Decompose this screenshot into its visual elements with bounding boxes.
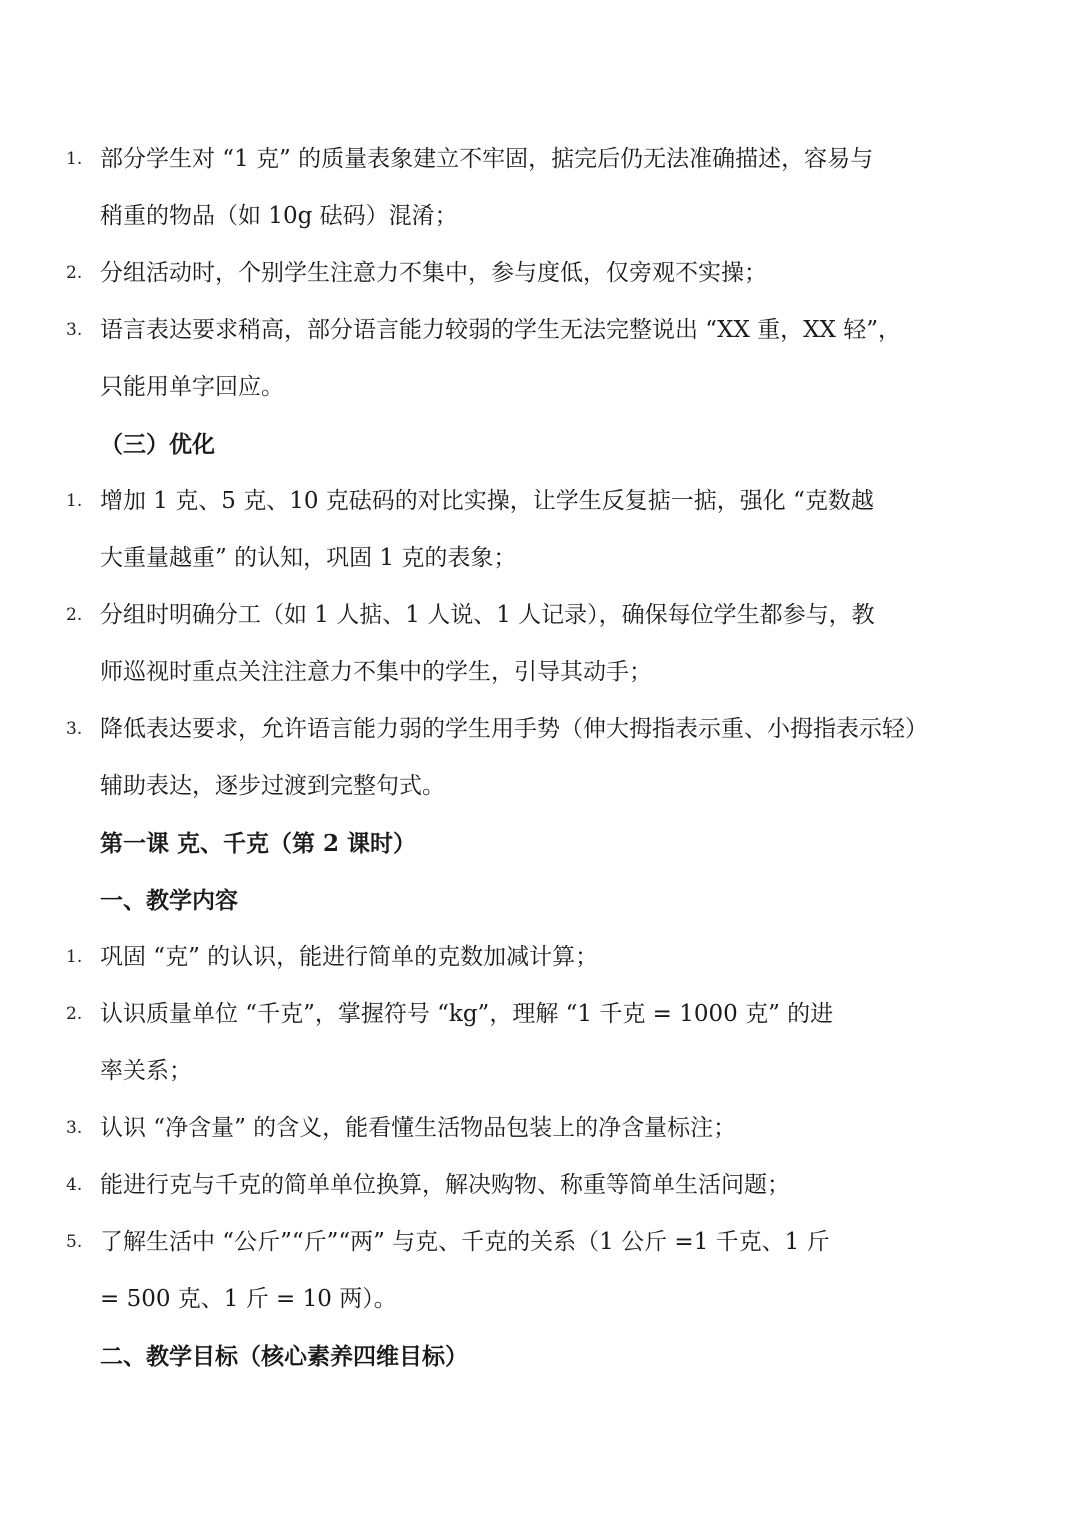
list-text: 师巡视时重点关注注意力不集中的学生，引导其动手； (100, 659, 652, 685)
list-item (0, 1100, 1080, 1157)
list-text: 率关系； (100, 1058, 192, 1084)
lesson-title (0, 815, 1080, 872)
list-number: 3. (66, 719, 83, 739)
section-heading-content (0, 872, 1080, 929)
list-item (0, 929, 1080, 986)
list-number: 3. (66, 320, 83, 340)
section-heading-optimize (0, 416, 1080, 473)
list-item-continuation (0, 644, 1080, 701)
list-item-continuation (0, 188, 1080, 245)
list-text: 分组时明确分工（如 1 人掂、1 人说、1 人记录），确保每位学生都参与，教 (100, 602, 875, 628)
list-number: 2. (66, 1004, 83, 1024)
list-item-continuation (0, 758, 1080, 815)
list-text: 分组活动时，个别学生注意力不集中，参与度低，仅旁观不实操； (100, 260, 767, 286)
list-text: 稍重的物品（如 10g 砝码）混淆； (100, 203, 458, 229)
list-item-continuation (0, 359, 1080, 416)
list-item-continuation (0, 1271, 1080, 1328)
list-item (0, 302, 1080, 359)
list-number: 2. (66, 263, 83, 283)
list-number: 2. (66, 605, 83, 625)
list-number: 1. (66, 947, 83, 967)
list-item-continuation (0, 530, 1080, 587)
list-text: 只能用单字回应。 (100, 374, 284, 400)
list-item (0, 245, 1080, 302)
list-number: 3. (66, 1118, 83, 1138)
list-text: 部分学生对 “1 克” 的质量表象建立不牢固，掂完后仍无法准确描述，容易与 (100, 146, 874, 172)
list-item (0, 473, 1080, 530)
list-text: 语言表达要求稍高，部分语言能力较弱的学生无法完整说出 “XX 重，XX 轻”， (100, 317, 901, 343)
list-item (0, 131, 1080, 188)
document-page (0, 131, 1080, 1385)
list-item (0, 1157, 1080, 1214)
list-text: 辅助表达，逐步过渡到完整句式。 (100, 773, 445, 799)
list-text: 巩固 “克” 的认识，能进行简单的克数加减计算； (100, 944, 599, 970)
list-text: 降低表达要求，允许语言能力弱的学生用手势（伸大拇指表示重、小拇指表示轻） (100, 716, 928, 742)
list-item (0, 587, 1080, 644)
list-number: 4. (66, 1175, 83, 1195)
list-number: 5. (66, 1232, 83, 1252)
list-item (0, 1214, 1080, 1271)
list-text: 大重量越重” 的认知，巩固 1 克的表象； (100, 545, 517, 571)
list-text: 认识质量单位 “千克”，掌握符号 “kg”，理解 “1 千克 = 1000 克” 的进 (100, 1001, 834, 1027)
list-number: 1. (66, 149, 83, 169)
list-item (0, 986, 1080, 1043)
list-text: 增加 1 克、5 克、10 克砝码的对比实操，让学生反复掂一掂，强化 “克数越 (100, 488, 874, 514)
lesson-title-text: 第一课 克、千克（第 2 课时） (100, 830, 417, 857)
heading-text: （三）优化 (100, 431, 215, 458)
list-text: 能进行克与千克的简单单位换算，解决购物、称重等简单生活问题； (100, 1172, 790, 1198)
list-item (0, 701, 1080, 758)
list-number: 1. (66, 491, 83, 511)
list-text: 认识 “净含量” 的含义，能看懂生活物品包装上的净含量标注； (100, 1115, 737, 1141)
heading-text: 一、教学内容 (100, 887, 238, 914)
list-text: = 500 克、1 斤 = 10 两）。 (100, 1286, 397, 1312)
list-item-continuation (0, 1043, 1080, 1100)
heading-text: 二、教学目标（核心素养四维目标） (100, 1343, 468, 1370)
list-text: 了解生活中 “公斤”“斤”“两” 与克、千克的关系（1 公斤 =1 千克、1 斤 (100, 1229, 830, 1255)
section-heading-goals (0, 1328, 1080, 1385)
